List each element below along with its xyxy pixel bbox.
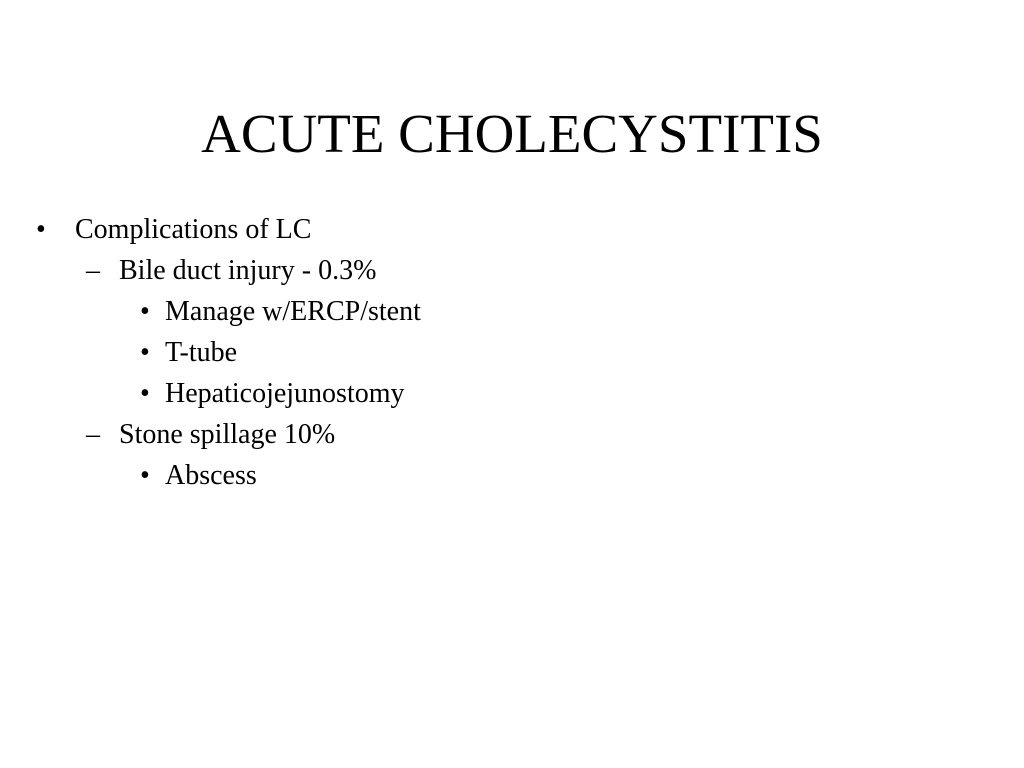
bullet-text-manage-ercp: Manage w/ERCP/stent: [165, 296, 421, 327]
bullet-marker: •: [140, 378, 150, 409]
dash-marker: –: [86, 255, 100, 286]
bullet-text-t-tube: T-tube: [165, 337, 238, 368]
dash-marker: –: [86, 419, 100, 450]
bullet-marker: •: [140, 337, 150, 368]
bullet-text-stone-spillage: Stone spillage 10%: [119, 419, 336, 450]
bullet-text-complications: Complications of LC: [75, 214, 312, 245]
bullet-marker: •: [140, 460, 150, 491]
bullet-text-bile-duct-injury: Bile duct injury - 0.3%: [119, 255, 377, 286]
bullet-marker: •: [36, 214, 46, 245]
bullet-marker: •: [140, 296, 150, 327]
slide-title: ACUTE CHOLECYSTITIS: [201, 103, 823, 164]
bullet-text-abscess: Abscess: [165, 460, 257, 491]
bullet-text-hepaticojejunostomy: Hepaticojejunostomy: [165, 378, 405, 409]
